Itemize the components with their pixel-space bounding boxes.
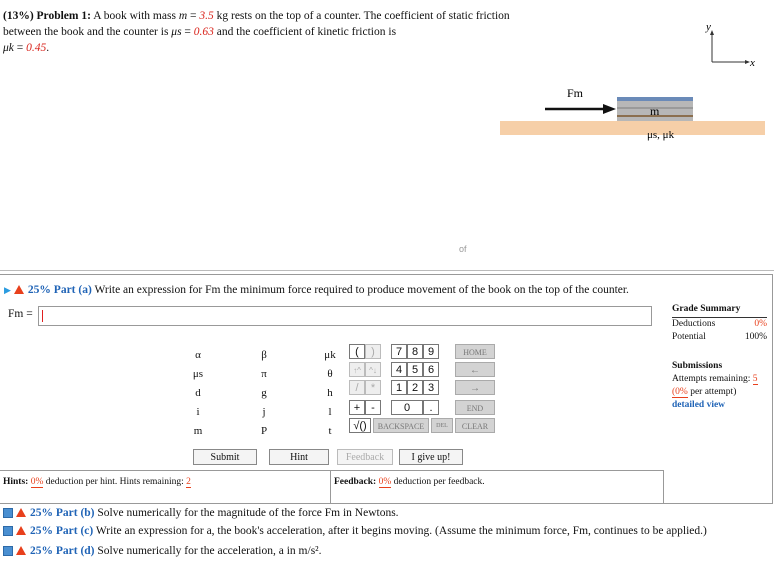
- symbol-keys: [165, 345, 363, 440]
- key-dot[interactable]: .: [423, 400, 439, 415]
- grade-title: Grade Summary: [672, 303, 767, 318]
- problem-text-3: and the coefficient of kinetic friction is: [216, 26, 397, 38]
- text-caret: [42, 310, 43, 322]
- deductions-label: Deductions: [672, 319, 716, 329]
- key-h[interactable]: h: [327, 386, 333, 399]
- book-figure: [500, 85, 765, 155]
- y-axis-label: y: [706, 21, 711, 33]
- attempts-label: Attempts remaining:: [672, 374, 751, 384]
- problem-header: (13%) Problem 1:: [3, 10, 91, 22]
- part-a-percent: 25% Part (a): [27, 284, 92, 296]
- key-alpha[interactable]: α: [195, 348, 201, 361]
- feedback-button[interactable]: Feedback: [337, 449, 393, 465]
- hints-box: [0, 470, 331, 503]
- mass-value: 3.5: [199, 10, 214, 22]
- divider: [0, 270, 774, 271]
- equals-2: =: [184, 26, 191, 38]
- muk-value: 0.45: [26, 42, 47, 54]
- key-4[interactable]: 4: [391, 362, 407, 377]
- submissions-title: Submissions: [672, 361, 723, 371]
- equals-3: =: [16, 42, 24, 54]
- key-t[interactable]: t: [328, 424, 332, 437]
- part-b-text: Solve numerically for the magnitude of the force Fm in Newtons.: [97, 507, 399, 519]
- key-g[interactable]: g: [261, 386, 267, 399]
- expand-icon[interactable]: [3, 546, 13, 556]
- x-axis-label: x: [750, 57, 755, 69]
- key-9[interactable]: 9: [423, 344, 439, 359]
- key-l[interactable]: l: [328, 405, 332, 418]
- key-sqrt[interactable]: √(): [349, 418, 371, 433]
- muk-symbol: μk: [3, 42, 14, 54]
- part-b-percent: 25% Part (b): [30, 507, 95, 519]
- answer-label: Fm =: [8, 308, 33, 320]
- part-c-percent: 25% Part (c): [30, 525, 94, 537]
- force-label: Fm: [567, 86, 584, 100]
- feedback-label: Feedback:: [334, 477, 377, 487]
- potential-label: Potential: [672, 332, 706, 342]
- warning-icon: [14, 285, 24, 294]
- key-backspace[interactable]: BACKSPACE: [373, 418, 429, 433]
- problem-text-2: kg rests on the top of a counter. The coefficient of static friction between the book and the counter is: [3, 10, 510, 38]
- key-multiply[interactable]: *: [365, 380, 381, 395]
- warning-icon: [16, 526, 26, 535]
- key-open-paren[interactable]: (: [349, 344, 365, 359]
- key-j[interactable]: j: [262, 405, 266, 418]
- key-left-arrow[interactable]: ←: [455, 362, 495, 377]
- key-7[interactable]: 7: [391, 344, 407, 359]
- submit-button[interactable]: Submit: [193, 449, 257, 465]
- key-mus[interactable]: μs: [192, 367, 204, 380]
- key-pi[interactable]: π: [261, 367, 267, 380]
- key-theta[interactable]: θ: [327, 367, 333, 380]
- feedback-text: deduction per feedback.: [393, 477, 485, 487]
- part-a-text: Write an expression for Fm the minimum force required to produce movement of the book on the top of the counter.: [94, 284, 629, 296]
- potential-value: 100%: [744, 332, 767, 342]
- key-beta[interactable]: β: [261, 348, 267, 361]
- problem-statement: [3, 8, 523, 56]
- key-8[interactable]: 8: [407, 344, 423, 359]
- part-a-header[interactable]: [4, 284, 629, 296]
- part-b-row[interactable]: [3, 507, 399, 519]
- mus-symbol: μs: [171, 26, 182, 38]
- mass-symbol: m: [178, 10, 188, 22]
- warning-icon: [16, 508, 26, 517]
- axes-diagram: [700, 20, 760, 70]
- per-attempt-text: per attempt): [690, 387, 737, 397]
- key-up[interactable]: ↑^: [349, 362, 365, 377]
- of-label: of: [459, 244, 467, 254]
- warning-icon: [16, 546, 26, 555]
- key-P[interactable]: P: [260, 424, 268, 437]
- key-i[interactable]: i: [196, 405, 200, 418]
- key-0[interactable]: 0: [391, 400, 423, 415]
- per-attempt-pct: (0%: [672, 387, 688, 397]
- key-right-arrow[interactable]: →: [455, 380, 495, 395]
- key-close-paren[interactable]: ): [365, 344, 381, 359]
- hint-button[interactable]: Hint: [269, 449, 329, 465]
- grade-summary: [672, 303, 767, 412]
- key-6[interactable]: 6: [423, 362, 439, 377]
- key-muk[interactable]: μk: [324, 348, 336, 361]
- key-m[interactable]: m: [193, 424, 203, 437]
- hints-text: deduction per hint. Hints remaining:: [45, 477, 184, 487]
- key-end[interactable]: END: [455, 400, 495, 415]
- feedback-box: [331, 470, 664, 503]
- period: .: [46, 42, 50, 54]
- block-label: m: [650, 104, 660, 118]
- detailed-view-link[interactable]: detailed view: [672, 400, 726, 410]
- deductions-value: 0%: [754, 319, 767, 329]
- attempts-value: 5: [752, 374, 758, 384]
- part-c-row[interactable]: [3, 525, 707, 537]
- give-up-button[interactable]: I give up!: [399, 449, 463, 465]
- key-minus[interactable]: -: [365, 400, 381, 415]
- problem-text-1: A book with mass: [93, 10, 176, 22]
- key-divide[interactable]: /: [349, 380, 365, 395]
- expand-icon[interactable]: [3, 508, 13, 518]
- part-c-text: Write an expression for a, the book's acceleration, after it begins moving. (Assume the minimum force, Fm, continues to be applied.): [95, 525, 707, 537]
- key-5[interactable]: 5: [407, 362, 423, 377]
- part-d-text: Solve numerically for the acceleration, a in m/s².: [97, 545, 322, 557]
- feedback-pct: 0%: [378, 477, 392, 487]
- answer-input[interactable]: [38, 306, 652, 326]
- equals-1: =: [190, 10, 197, 22]
- hints-remaining: 2: [186, 477, 191, 487]
- key-caret[interactable]: ^↓: [365, 362, 381, 377]
- part-d-percent: 25% Part (d): [30, 545, 95, 557]
- key-home[interactable]: HOME: [455, 344, 495, 359]
- key-del[interactable]: DEL: [431, 418, 453, 433]
- hints-pct: 0%: [30, 477, 44, 487]
- expand-triangle-icon[interactable]: ▶: [4, 285, 11, 295]
- key-clear[interactable]: CLEAR: [455, 418, 495, 433]
- key-d[interactable]: d: [195, 386, 201, 399]
- part-d-row[interactable]: [3, 545, 322, 557]
- hints-label: Hints:: [3, 477, 29, 487]
- key-2[interactable]: 2: [407, 380, 423, 395]
- friction-label: μs, μk: [647, 129, 675, 141]
- mus-value: 0.63: [193, 26, 214, 38]
- key-3[interactable]: 3: [423, 380, 439, 395]
- expand-icon[interactable]: [3, 526, 13, 536]
- key-plus[interactable]: +: [349, 400, 365, 415]
- key-1[interactable]: 1: [391, 380, 407, 395]
